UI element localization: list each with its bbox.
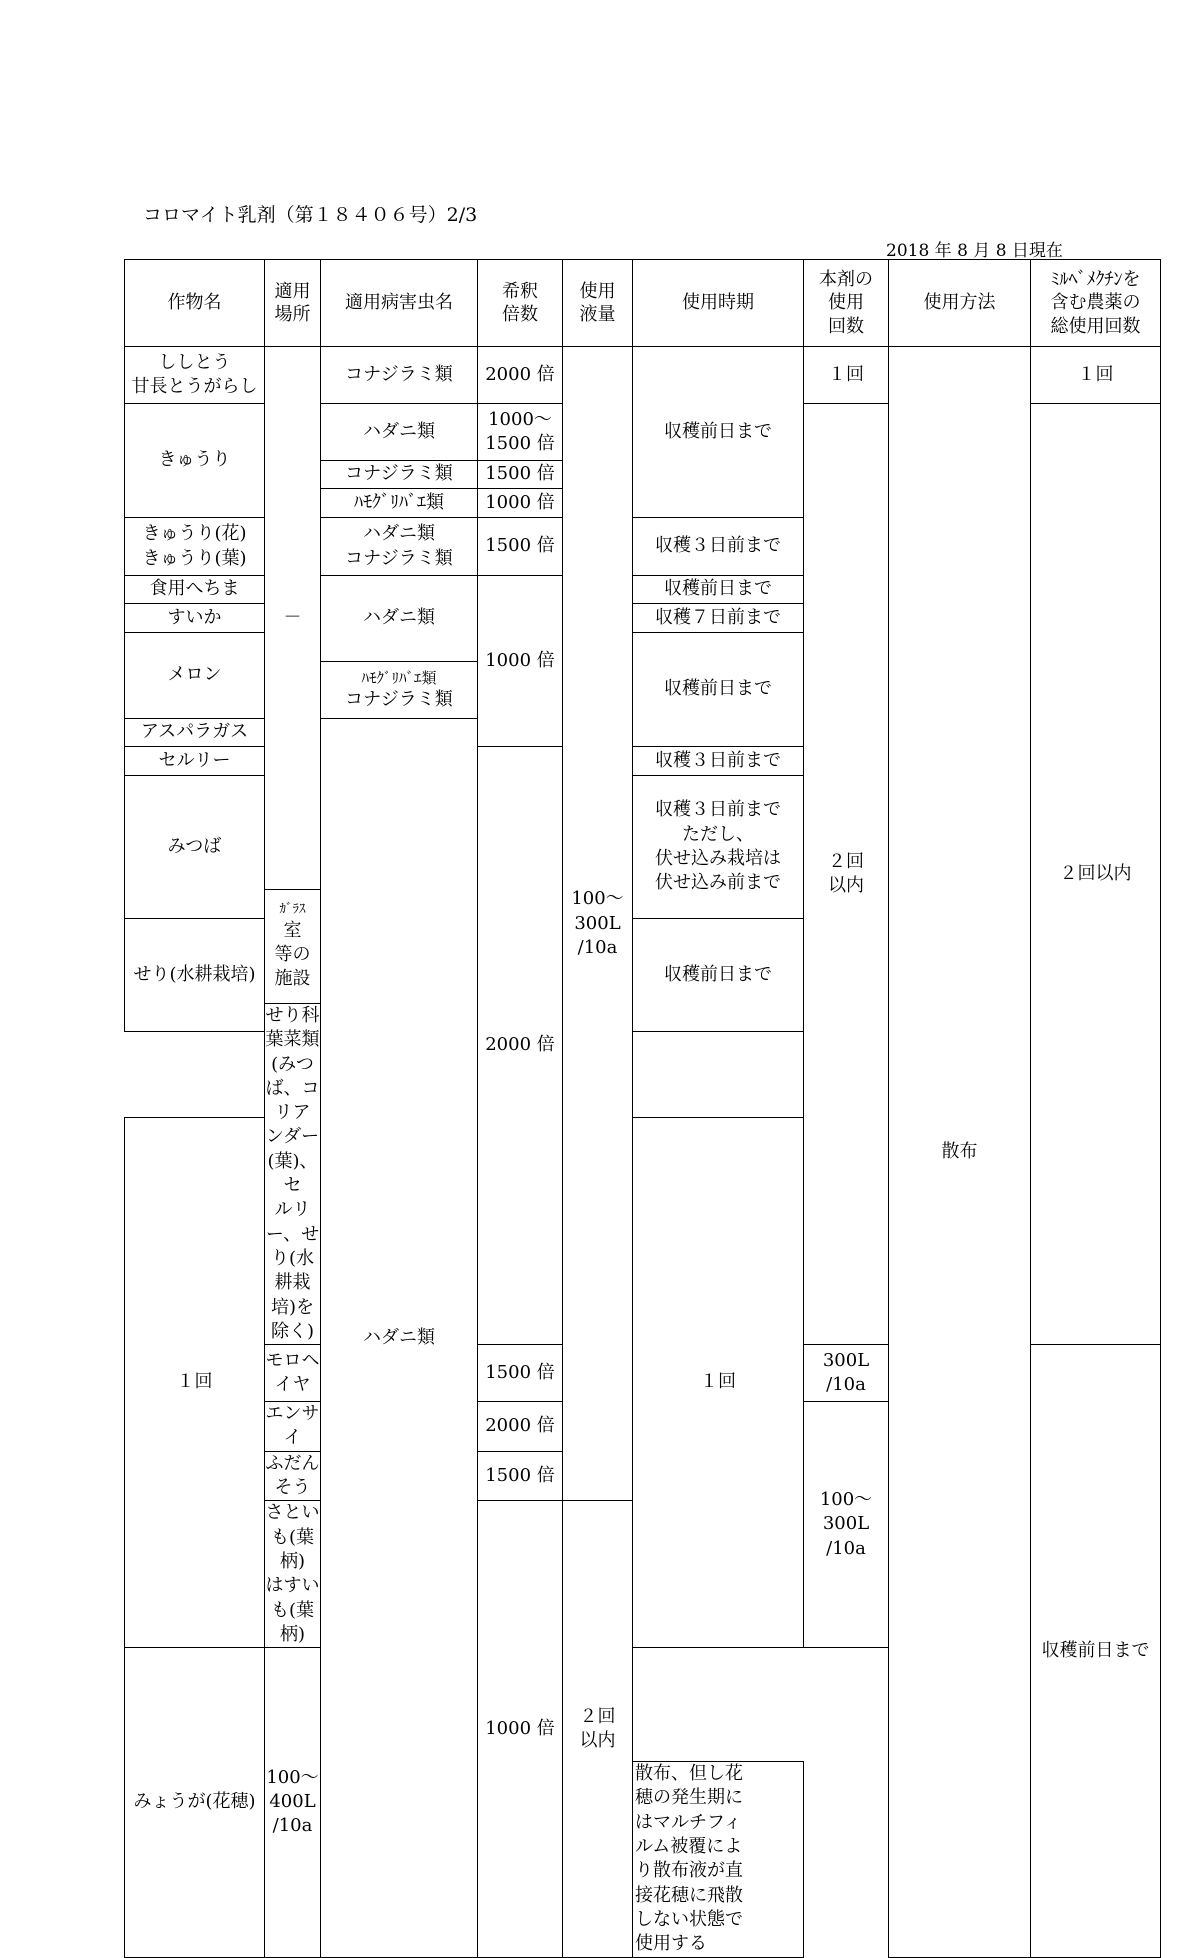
header-pest: 適用病害虫名	[321, 260, 478, 347]
dilution-cell: 1000 倍	[478, 576, 563, 747]
dilution-cell: 1500 倍	[478, 518, 563, 576]
header-method: 使用方法	[889, 260, 1031, 347]
crop-cell: みょうが(花穂)	[125, 1648, 265, 1957]
crop-cell: エンサイ	[265, 1402, 321, 1452]
pest-cell: ハダニ類	[321, 719, 478, 1958]
dilution-cell: 2000 倍	[478, 347, 563, 404]
dilution-cell: 1500 倍	[478, 461, 563, 489]
header-times: 本剤の 使用 回数	[804, 260, 889, 347]
crop-cell: アスパラガス	[125, 719, 265, 747]
header-volume: 使用 液量	[563, 260, 633, 347]
timing-cell: 収穫前日まで	[633, 919, 804, 1032]
total-cell: ２回以内	[1031, 404, 1161, 1345]
date-stamp: 2018 年 8 月 8 日現在	[886, 241, 1063, 261]
timing-cell: 収穫３日前まで ただし、 伏せ込み栽培は 伏せ込み前まで	[633, 776, 804, 919]
crop-cell: モロヘイヤ	[265, 1345, 321, 1402]
header-dilution: 希釈 倍数	[478, 260, 563, 347]
times-cell: １回	[804, 347, 889, 404]
timing-cell: 収穫３日前まで	[633, 747, 804, 776]
dilution-cell: 1500 倍	[478, 1451, 563, 1501]
dilution-cell: 2000 倍	[478, 747, 563, 1345]
crop-cell: すいか	[125, 604, 265, 633]
pest-cell: コナジラミ類	[321, 347, 478, 404]
header-place: 適用 場所	[265, 260, 321, 347]
header-row	[125, 260, 1161, 347]
pest-cell: ﾊﾓｸﾞﾘﾊﾞｴ類	[321, 489, 478, 518]
pest-cell: ハダニ類 コナジラミ類	[321, 518, 478, 576]
crop-cell: さといも(葉柄) はすいも(葉柄)	[265, 1501, 321, 1648]
volume-cell: 100～ 300L /10a	[804, 1402, 889, 1648]
pest-cell: ハダニ類	[321, 576, 478, 662]
volume-cell: 100～ 300L /10a	[563, 347, 633, 1501]
pest-cell: コナジラミ類	[321, 461, 478, 489]
total-cell: １回	[633, 1118, 804, 1648]
times-cell: ２回 以内	[563, 1501, 633, 1957]
volume-cell: 300L /10a	[804, 1345, 889, 1402]
crop-cell: メロン	[125, 633, 265, 719]
place-cell: －	[265, 347, 321, 890]
dilution-cell: 1000～ 1500 倍	[478, 404, 563, 461]
crop-cell: せり科葉菜類 (みつば、コリア ンダー(葉)、セ ルリー、せり(水 耕栽培)を除く)	[265, 1004, 321, 1345]
dilution-cell: 1500 倍	[478, 1345, 563, 1402]
header-timing: 使用時期	[633, 260, 804, 347]
crop-cell: ふだんそう	[265, 1451, 321, 1501]
table-row	[125, 347, 1161, 404]
pest-cell: ﾊﾓｸﾞﾘﾊﾞｴ類 コナジラミ類	[321, 662, 478, 719]
pest-cell: ハダニ類	[321, 404, 478, 461]
place-cell: ｶﾞﾗｽ 室 等の 施設	[265, 890, 321, 1004]
crop-cell: みつば	[125, 776, 265, 919]
timing-cell: 収穫前日まで	[633, 347, 804, 518]
crop-cell: せり(水耕栽培)	[125, 919, 265, 1032]
crop-cell: きゅうり	[125, 404, 265, 518]
header-total: ﾐﾙﾍﾞﾒｸﾁﾝを 含む農薬の 総使用回数	[1031, 260, 1161, 347]
method-cell: 散布、但し花 穂の発生期に はマルチフィ ルム被覆によ り散布液が直 接花穂に飛散 しない状態で 使用する	[633, 1762, 804, 1957]
document-title: コロマイト乳剤（第１８４０６号）2/3	[143, 204, 478, 226]
times-cell: １回	[125, 1118, 265, 1648]
timing-cell: 収穫３日前まで	[633, 518, 804, 576]
method-cell: 散布	[889, 347, 1031, 1958]
timing-cell: 収穫７日前まで	[633, 604, 804, 633]
dilution-cell: 2000 倍	[478, 1402, 563, 1452]
header-crop: 作物名	[125, 260, 265, 347]
dilution-cell: 1000 倍	[478, 489, 563, 518]
timing-cell: 収穫前日まで	[633, 633, 804, 747]
times-cell: ２回 以内	[804, 404, 889, 1345]
volume-cell: 100～ 400L /10a	[265, 1648, 321, 1957]
registration-table	[124, 259, 1161, 1958]
timing-cell: 収穫前日まで	[633, 576, 804, 604]
dilution-cell: 1000 倍	[478, 1501, 563, 1957]
crop-cell: セルリー	[125, 747, 265, 776]
crop-cell: きゅうり(花) きゅうり(葉)	[125, 518, 265, 576]
total-cell: １回	[1031, 347, 1161, 404]
crop-cell: 食用へちま	[125, 576, 265, 604]
timing-cell: 収穫前日まで	[1031, 1345, 1161, 1957]
crop-cell: ししとう 甘長とうがらし	[125, 347, 265, 404]
